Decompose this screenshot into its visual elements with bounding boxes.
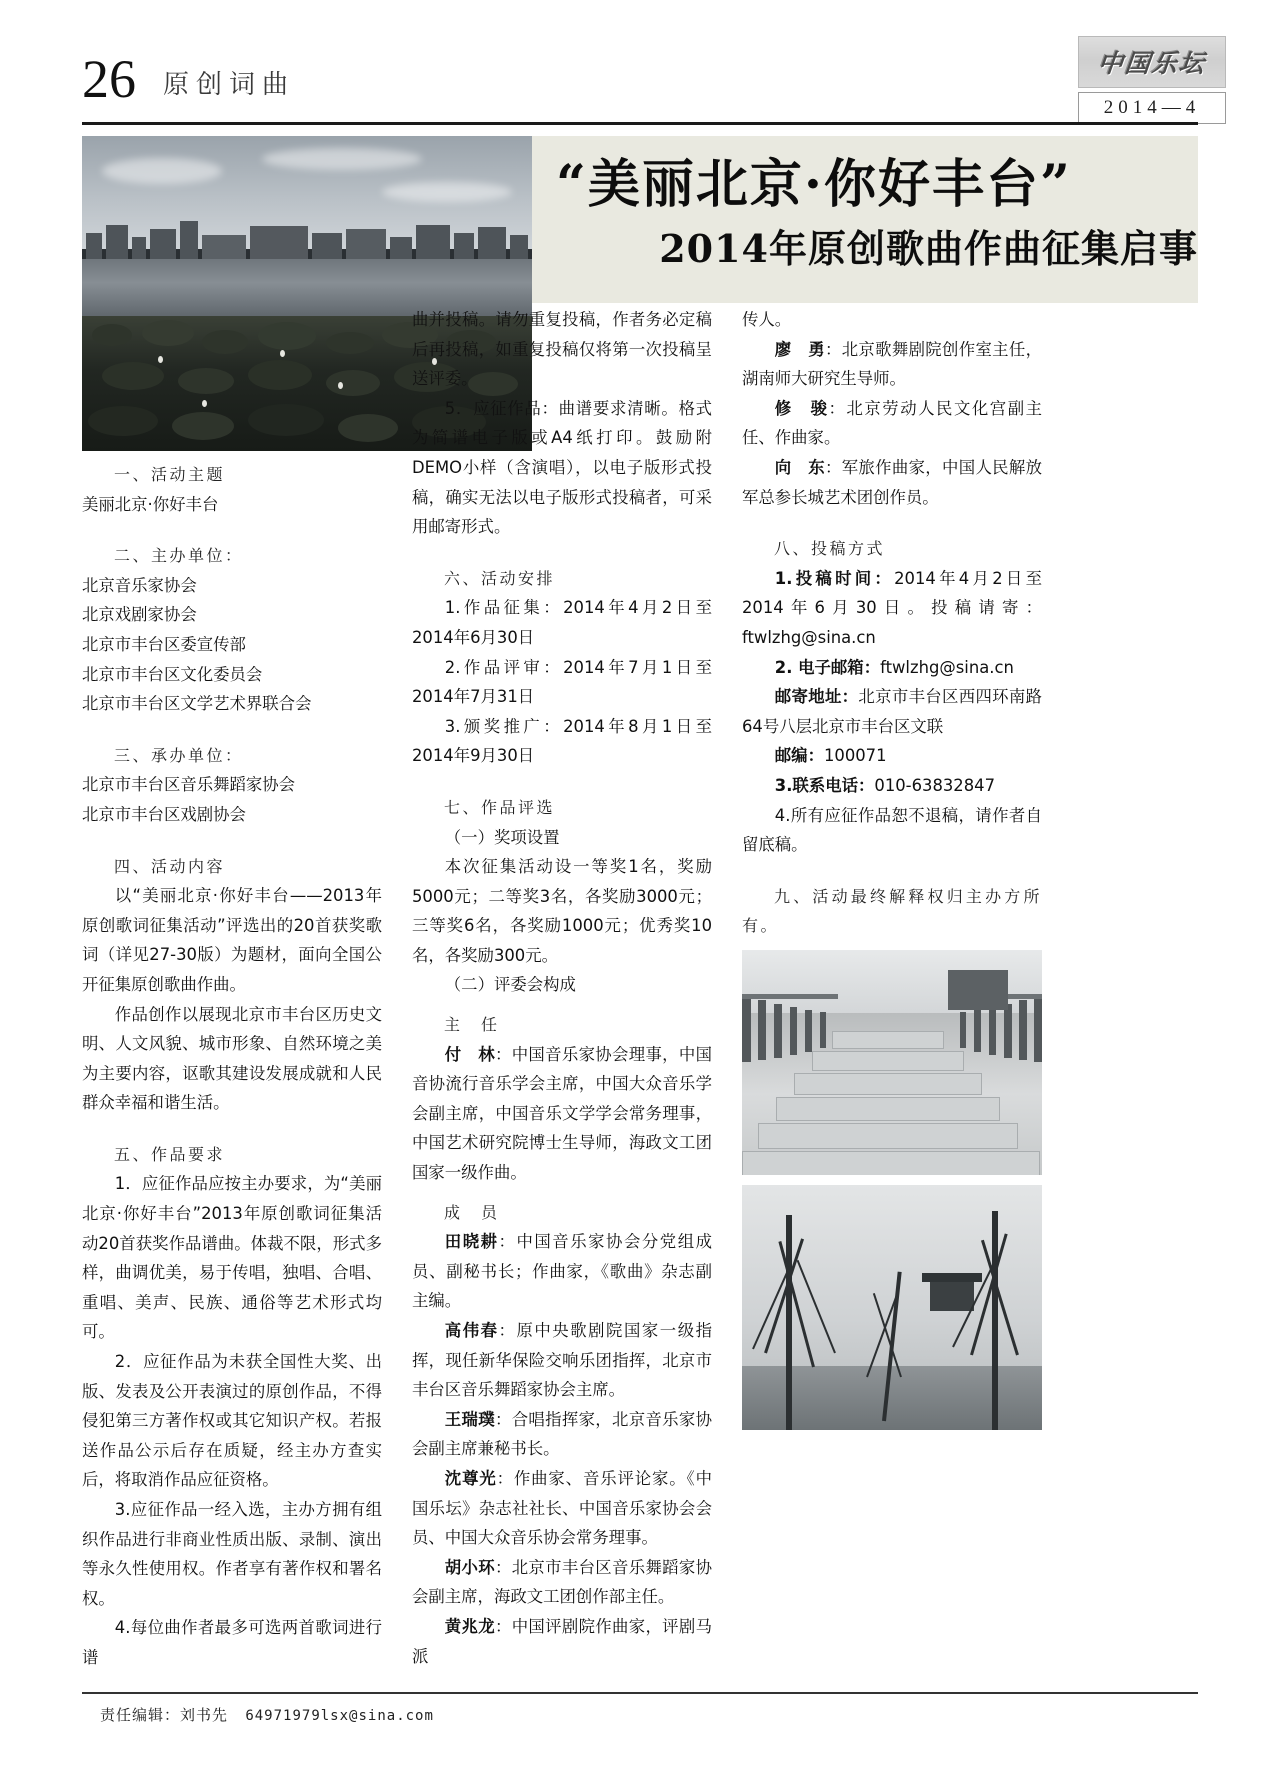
submission-email-label: 2. 电子邮箱： [774, 657, 881, 677]
jury-member-entry [412, 1612, 712, 1671]
photo-cloud [102, 158, 222, 184]
schedule-item: 1.作品征集：2014年4月2日至2014年6月30日 [412, 598, 712, 647]
photo-pavilion-roof [922, 1273, 982, 1282]
heading-section-7: 七、作品评选 [444, 797, 556, 817]
jury-member-bio: ：中国评剧院作曲家，评剧马派 [412, 1616, 713, 1666]
submission-zip [742, 741, 1042, 771]
jury-member-bio: ：北京歌舞剧院创作室主任，湖南师大研究生导师。 [742, 339, 1043, 389]
jury-member-entry [412, 1464, 712, 1553]
photo-balustrade-post [960, 1012, 966, 1048]
jury-member-name: 黄兆龙 [444, 1616, 495, 1636]
photo-balustrade-post [1004, 1004, 1012, 1058]
heading-section-2: 二、主办单位： [114, 546, 244, 566]
photo-railing [742, 994, 838, 999]
page-header [0, 0, 1280, 125]
photo-pavilion [930, 1281, 974, 1311]
heading-section-9: 九、活动最终解释权归主办方所有。 [742, 886, 1042, 936]
continued-para-3: 传人。 [742, 310, 792, 329]
heading-section-5: 五、作品要求 [114, 1144, 226, 1164]
jury-member-entry [412, 1553, 712, 1612]
photo-city-wall-path [742, 950, 1042, 1175]
jury-member-name: 沈尊光 [444, 1468, 497, 1488]
footer-divider [82, 1692, 1198, 1694]
header-divider [82, 122, 1198, 125]
photo-balustrade-post [989, 1007, 996, 1055]
heading-jury: （二）评委会构成 [444, 975, 576, 995]
jury-member-bio: ：北京市丰台区音乐舞蹈家协会副主席，海政文工团创作部主任。 [412, 1557, 713, 1607]
section-4-para-1: 以“美丽北京·你好丰台——2013年原创歌词征集活动”评选出的20首获奖歌词（详见27-30版）为题材，面向全国公开征集原创歌曲作曲。 [82, 886, 382, 994]
photo-balustrade-post [1019, 1000, 1027, 1060]
headline: “美丽北京·你好丰台” [556, 154, 1072, 215]
submission-time-label: 1.投稿时间： [774, 568, 895, 588]
masthead-logo-text: 中国乐坛 [1096, 49, 1208, 78]
masthead [1078, 36, 1228, 124]
heading-awards: （一）奖项设置 [444, 827, 560, 847]
section-5-para-2: 2．应征作品为未获全国性大奖、出版、发表及公开表演过的原创作品，不得侵犯第三方著作权或其它知识产权。若报送作品公示后存在质疑，经主办方查实后，将取消作品应征资格。 [82, 1352, 382, 1490]
jury-member-entry [742, 335, 1042, 394]
jury-member-bio: ：北京劳动人民文化宫副主任、作曲家。 [742, 398, 1043, 448]
section-5-para-4: 4.每位曲作者最多可选两首歌词进行谱 [82, 1618, 382, 1667]
jury-member-entry [412, 1227, 712, 1316]
photo-stone-path [742, 1013, 1042, 1175]
subheadline: 2014年原创歌曲作曲征集启事 [659, 226, 1198, 271]
jury-member-bio: ：原中央歌剧院国家一级指挥，现任新华保险交响乐团指挥，北京市丰台区音乐舞蹈家协会主席。 [412, 1321, 713, 1400]
section-5-para-1: 1．应征作品应按主办要求，为“美丽北京·你好丰台”2013年原创歌词征集活动20首获奖作品谱曲。体裁不限，形式多样，曲调优美，易于传唱，独唱、合唱、重唱、美声、民族、通俗等艺术形式均可。 [82, 1174, 382, 1342]
jury-member-name: 胡小环 [444, 1557, 495, 1577]
continued-para-1: 曲并投稿。请勿重复投稿，作者务必定稿后再投稿，如重复投稿仅将第一次投稿呈送评委。 [412, 310, 712, 389]
jury-member-bio: ：作曲家、音乐评论家。《中国乐坛》杂志社社长、中国音乐家协会会员、中国大众音乐协会常务理事。 [412, 1468, 712, 1548]
jury-member-name: 高伟春 [444, 1321, 499, 1340]
jury-member-name: 向 东 [774, 457, 825, 477]
jury-member-entry [742, 394, 1042, 453]
jury-chair-entry [412, 1040, 712, 1188]
jury-member-entry [412, 1316, 712, 1405]
jury-member-entry [742, 453, 1042, 512]
organizer-item: 北京市丰台区文化委员会 [82, 664, 263, 684]
photo-gate-tower [948, 970, 1008, 1010]
photo-balustrade-post [774, 1004, 782, 1058]
masthead-issue: 2014—4 [1078, 92, 1226, 124]
submission-tel-label: 3.联系电话： [774, 775, 875, 795]
photo-skyline [82, 218, 532, 259]
jury-member-name: 修 骏 [774, 398, 829, 418]
section-5-para-3: 3.应征作品一经入选，主办方拥有组织作品进行非商业性质出版、录制、演出等永久性使用权。作者享有著作权和署名权。 [82, 1500, 382, 1608]
jury-member-entry [412, 1405, 712, 1464]
jury-member-bio: ：中国音乐家协会分党组成员、副秘书长；作曲家，《歌曲》杂志副主编。 [412, 1232, 713, 1311]
photo-balustrade-post [974, 1010, 981, 1052]
heading-section-8: 八、投稿方式 [774, 539, 886, 559]
heading-section-1: 一、活动主题 [114, 465, 226, 484]
text-column-2 [412, 305, 712, 1671]
text-column-3 [742, 305, 1042, 1048]
photo-balustrade-post [742, 996, 751, 1062]
photo-balustrade-post [1034, 996, 1042, 1062]
photo-balustrade-post [790, 1007, 797, 1055]
submission-email-value: ftwlzhg@sina.cn [880, 657, 1014, 677]
photo-balustrade-post [805, 1010, 812, 1052]
submission-zip-label: 邮编： [774, 746, 824, 766]
heading-section-4: 四、活动内容 [114, 856, 226, 876]
submission-zip-value: 100071 [823, 746, 887, 766]
heading-section-3: 三、承办单位： [114, 745, 244, 765]
submission-time [742, 564, 1042, 653]
co-organizer-item: 北京市丰台区音乐舞蹈家协会 [82, 775, 296, 795]
section-4-para-2: 作品创作以展现北京市丰台区历史文明、人文风貌、城市形象、自然环境之美为主要内容，讴歌其建设发展成就和人民群众幸福和谐生活。 [82, 1004, 382, 1113]
organizer-item: 北京音乐家协会 [82, 575, 197, 595]
heading-section-6: 六、活动安排 [444, 568, 556, 588]
section-title: 原创词曲 [163, 70, 296, 100]
jury-member-name: 王瑞璞 [444, 1409, 495, 1429]
submission-address [742, 682, 1042, 741]
jury-chair-bio: ：中国音乐家协会理事，中国音协流行音乐学会主席，中国大众音乐学会副主席，中国音乐文学学会常务理事，中国艺术研究院博士生导师，海政文工团国家一级作曲。 [412, 1044, 713, 1183]
schedule-item: 3.颁奖推广：2014年8月1日至2014年9月30日 [412, 716, 712, 766]
photo-balustrade-post [820, 1012, 826, 1048]
photo-cloud [262, 148, 422, 170]
submission-email [742, 653, 1042, 683]
schedule-item: 2.作品评审：2014年7月1日至2014年7月31日 [412, 657, 712, 707]
organizer-item: 北京市丰台区委宣传部 [82, 634, 246, 654]
section-1-body: 美丽北京·你好丰台 [82, 494, 219, 514]
jury-member-name: 田晓耕 [444, 1232, 499, 1252]
page-number: 26 [82, 49, 136, 109]
photo-cloud [382, 182, 512, 202]
submission-note: 4.所有应征作品恕不退稿，请作者自留底稿。 [742, 805, 1042, 855]
jury-member-name: 廖 勇 [774, 339, 825, 359]
submission-time-value: 2014年4月2日至2014年6月30日。投稿请寄：ftwlzhg@sina.cn [742, 568, 1042, 647]
photo-tree-trunk [786, 1215, 792, 1430]
organizer-item: 北京市丰台区文学艺术界联合会 [82, 694, 312, 714]
masthead-logo [1078, 36, 1226, 88]
label-jury-chair: 主 任 [444, 1015, 500, 1035]
photo-balustrade-post [758, 1000, 766, 1060]
co-organizer-item: 北京市丰台区戏剧协会 [82, 804, 246, 824]
label-jury-members: 成 员 [444, 1202, 500, 1222]
submission-tel-value: 010-63832847 [874, 775, 996, 795]
jury-member-bio: ：合唱指挥家，北京音乐家协会副主席兼秘书长。 [412, 1409, 713, 1459]
submission-tel [742, 771, 1042, 801]
photo-winter-trees-pavilion [742, 1185, 1042, 1430]
editor-label: 责任编辑：刘书先 [100, 1706, 229, 1724]
jury-member-bio: ：军旅作曲家，中国人民解放军总参长城艺术团创作员。 [742, 457, 1043, 507]
submission-address-label: 邮寄地址： [774, 687, 859, 707]
text-column-1 [82, 460, 382, 1673]
organizer-item: 北京戏剧家协会 [82, 605, 197, 625]
photo-tree-trunk [992, 1211, 998, 1430]
awards-para: 本次征集活动设一等奖1名，奖励5000元；二等奖3名，各奖励3000元；三等奖6名，各奖励1000元；优秀奖10名，各奖励300元。 [412, 857, 712, 965]
submission-address-value: 北京市丰台区西四环南路64号八层北京市丰台区文联 [742, 687, 1043, 736]
footer-credit [100, 1704, 434, 1725]
continued-para-2: 5．应征作品：曲谱要求清晰。格式为简谱电子版或A4纸打印。鼓励附DEMO小样（含演唱），以电子版形式投稿，确实无法以电子版形式投稿者，可采用邮寄形式。 [412, 398, 712, 537]
jury-chair-name: 付 林 [444, 1044, 495, 1064]
editor-email: 64971979lsx@sina.com [245, 1708, 434, 1724]
